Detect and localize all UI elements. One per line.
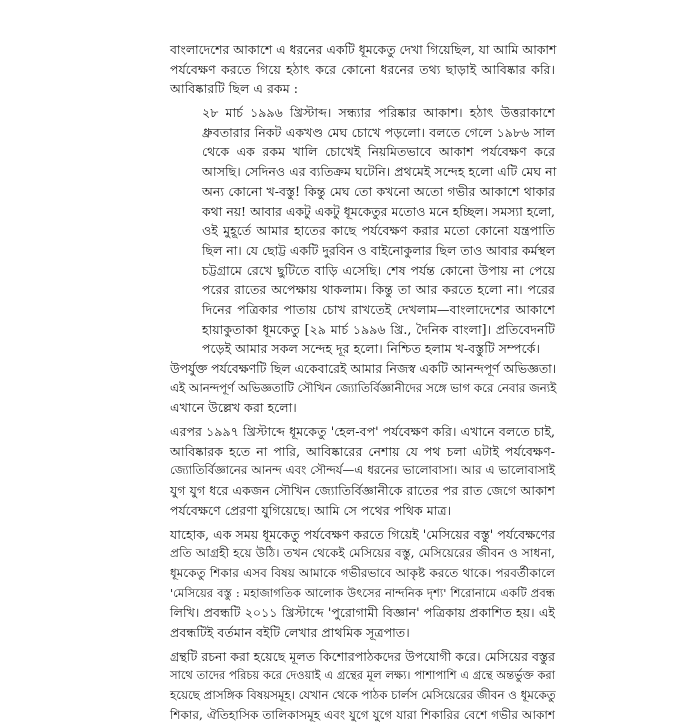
text-line: আসছি। সেদিনও এর ব্যতিক্রম ঘটেনি। প্রথমেই সন্দেহ হলো এটি মেঘ না xyxy=(202,164,557,180)
text-line: ওই মুহূর্তে আমার হাতের কাছে পর্যবেক্ষণ করার মতো কোনো যন্ত্রপাতি xyxy=(202,223,555,239)
paragraph-3 xyxy=(170,525,555,643)
text-line: চট্টগ্রামে রেখে ছুটিতে বাড়ি এসেছি। শেষ পর্যন্ত কোনো উপায় না পেয়ে xyxy=(202,262,555,278)
intro-paragraph xyxy=(170,40,555,99)
text-line: এরপর ১৯৯৭ খ্রিস্টাব্দে ধূমকেতু 'হেল-বপ' পর্যবেক্ষণ করি। এখানে বলতে চাই, xyxy=(170,424,555,440)
text-line: এই আনন্দপূর্ণ অভিজ্ঞতাটি সৌখিন জ্যোতির্বিজ্ঞানীদের সঙ্গে ভাগ করে নেবার জন্যই xyxy=(170,380,557,395)
quoted-observation-block xyxy=(202,103,587,359)
text-line: যুগ যুগ ধরে একজন সৌখিন জ্যোতির্বিজ্ঞানীকে রাতের পর রাত জেগে আকাশ xyxy=(170,483,555,499)
text-line: থেকে এক রকম খালি চোখেই নিয়মিতভাবে আকাশ পর্যবেক্ষণ করে xyxy=(202,144,555,160)
text-line: হয়েছে প্রাসঙ্গিক বিষয়সমূহ। যেখান থেকে পাঠক চার্লস মেসিয়েরের জীবন ও ধূমকেতু xyxy=(170,688,556,702)
text-line: পর্যবেক্ষণ করতে গিয়ে হঠাৎ করে কোনো ধরনের তথ্য ছাড়াই আবিষ্কার করি। xyxy=(170,61,555,77)
text-line: ছিল না। যে ছোট্ট একটি দুরবিন ও বাইনোকুলার ছিল তাও আবার কর্মস্থল xyxy=(202,242,555,258)
text-line: পর্যবেক্ষণে প্রেরণা যুগিয়েছে। আমি সে পথের পথিক মাত্র। xyxy=(170,502,452,518)
text-line: উপর্যুক্ত পর্যবেক্ষণটি ছিল একেবারেই আমার নিজস্ব একটি আনন্দপূর্ণ অভিজ্ঞতা। xyxy=(170,361,557,376)
text-line: যাহোক, এক সময় ধূমকেতু পর্যবেক্ষণ করতে গিয়েই 'মেসিয়ের বস্তু' পর্যবেক্ষণের xyxy=(170,526,555,542)
text-line: পরের রাতের অপেক্ষায় থাকলাম। কিন্তু তা আর করতে হলো না। পরের xyxy=(202,282,555,298)
text-line: ধূমকেতু শিকার এসব বিষয় আমাকে গভীরভাবে আকৃষ্ট করতে থাকে। পরবর্তীকালে xyxy=(170,565,555,580)
text-line: ধ্রুবতারার নিকট একখণ্ড মেঘ চোখে পড়লো। বলতে গেলে ১৯৮৬ সাল xyxy=(202,124,555,140)
text-line: আবিষ্কারক হতে না পারি, আবিষ্কারের নেশায় যে পথ চলা এটাই পর্যবেক্ষণ- xyxy=(170,443,555,459)
text-line: ২৮ মার্চ ১৯৯৬ খ্রিস্টাব্দ। সন্ধ্যার পরিষ্কার আকাশ। হঠাৎ উত্তরাকাশে xyxy=(202,105,555,121)
text-line: এখানে উল্লেখ করা হলো। xyxy=(170,400,297,416)
text-line: জ্যোতির্বিজ্ঞানের আনন্দ এবং সৌন্দর্য—এ ধরনের ভালোবাসা। আর এ ভালোবাসাই xyxy=(170,463,555,478)
text-line: বাংলাদেশের আকাশে এ ধরনের একটি ধূমকেতু দেখা গিয়েছিল, যা আমি আকাশ xyxy=(170,42,557,57)
text-line: 'মেসিয়ের বস্তু : মহাজাগতিক আলোক উৎসের নান্দনিক দৃশ্য' শিরোনামে একটি প্রবন্ধ xyxy=(170,585,555,600)
text-line: আবিষ্কারটি ছিল এ রকম : xyxy=(170,81,298,97)
paragraph-1 xyxy=(170,359,555,418)
text-line: কথা নয়! আবার একটু একটু ধূমকেতুর মতোও মনে হচ্ছিল। সমস্যা হলো, xyxy=(202,203,555,219)
text-line: পড়েই আমার সকল সন্দেহ দূর হলো। নিশ্চিত হলাম খ-বস্তুটি সম্পর্কে। xyxy=(202,341,540,357)
text-line: প্রবন্ধটিই বর্তমান বইটি লেখার প্রাথমিক সূত্রপাত। xyxy=(170,624,410,640)
text-line: লিখি। প্রবন্ধটি ২০১১ খ্রিস্টাব্দে 'পুরোগামী বিজ্ঞান' পত্রিকায় প্রকাশিত হয়। এই xyxy=(170,605,555,621)
book-page xyxy=(170,40,557,722)
text-line: দিনের পত্রিকার পাতায় চোখ রাখতেই দেখলাম—বাংলাদেশের আকাশে xyxy=(202,301,555,317)
paragraph-4 xyxy=(170,647,555,725)
paragraph-2 xyxy=(170,422,555,520)
text-line: গ্রন্থটি রচনা করা হয়েছে মূলত কিশোরপাঠকদের উপযোগী করে। মেসিয়ের বস্তুর xyxy=(170,648,556,664)
text-line: হায়াকুতাকা ধূমকেতু [২৯ মার্চ ১৯৯৬ খ্রি., দৈনিক বাংলা]। প্রতিবেদনটি xyxy=(202,321,555,337)
text-line: প্রতি আগ্রহী হয়ে উঠি। তখন থেকেই মেসিয়ের বস্তু, মেসিয়েরের জীবন ও সাধনা, xyxy=(170,546,555,561)
text-line: শিকার, ঐতিহাসিক তালিকাসমূহ এবং যুগে যুগে যারা শিকারির বেশে গভীর আকাশ xyxy=(170,707,555,722)
text-line: সাথে তাদের পরিচয় করে দেওয়াই এ গ্রন্থের মূল লক্ষ্য। পাশাপাশি এ গ্রন্থে অন্তর্ভুক্ত করা xyxy=(170,668,555,683)
text-line: অন্য কোনো খ-বস্তু! কিন্তু মেঘ তো কখনো অতো গভীর আকাশে থাকার xyxy=(202,183,555,199)
